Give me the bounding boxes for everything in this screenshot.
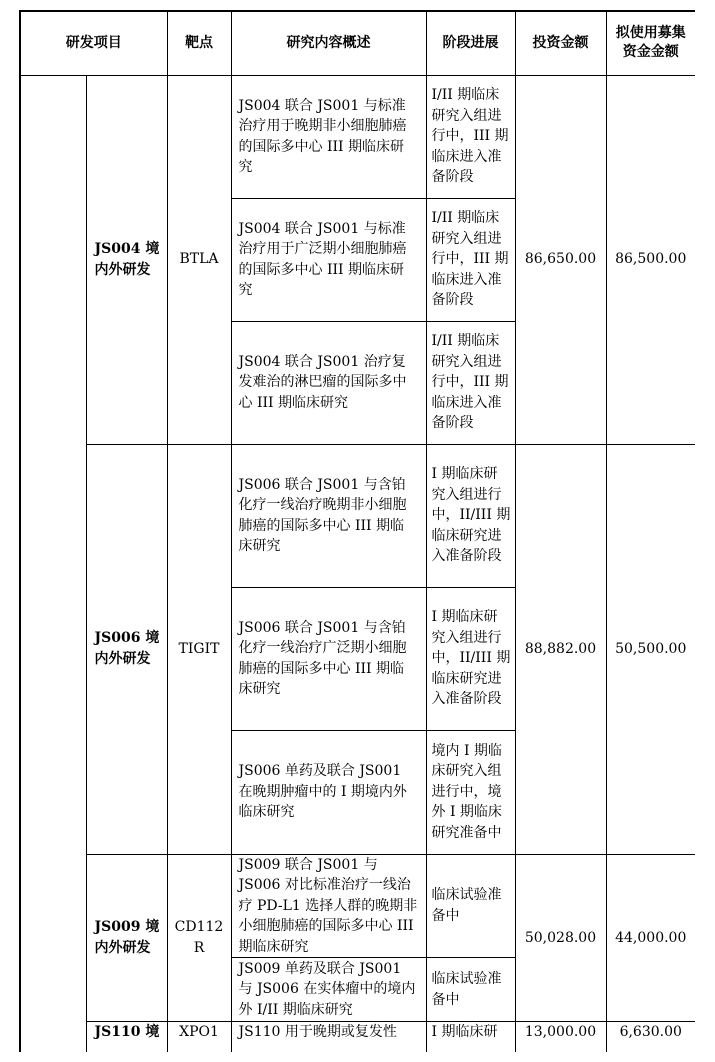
stage-cell: I/II 期临床研究入组进行中，III 期临床进入准备阶段 [426, 198, 515, 321]
table-row [20, 75, 695, 198]
project-name-line: JS110 境 [94, 1024, 160, 1040]
table-row [20, 1022, 695, 1053]
investment-cell: 50,028.00 [515, 854, 606, 1022]
stage-cell: 临床试验准备中 [426, 958, 515, 1022]
stage-cell: I/II 期临床研究入组进行中，III 期临床进入准备阶段 [426, 321, 515, 444]
investment-cell: 88,882.00 [515, 444, 606, 854]
target-cell: XPO1 [167, 1022, 231, 1053]
stage-cell: I/II 期临床研究入组进行中，III 期临床进入准备阶段 [426, 75, 515, 198]
header-content: 研究内容概述 [231, 11, 426, 75]
project-name-cell [86, 75, 167, 444]
header-project: 研发项目 [20, 11, 167, 75]
table-row [20, 854, 695, 958]
content-cell: JS004 联合 JS001 治疗复发难治的淋巴瘤的国际多中心 III 期临床研究 [231, 321, 426, 444]
content-cell: JS006 单药及联合 JS001 在晚期肿瘤中的 I 期境内外临床研究 [231, 730, 426, 854]
content-cell: JS006 联合 JS001 与含铂化疗一线治疗广泛期小细胞肺癌的国际多中心 III 期临床研究 [231, 587, 426, 730]
raised-funds-cell: 50,500.00 [606, 444, 695, 854]
stage-cell: I 期临床研 [426, 1022, 515, 1053]
project-name-cell [86, 854, 167, 1022]
category-cell [20, 75, 86, 1052]
project-name-line: 内外研发 [94, 939, 151, 956]
stage-cell: 临床试验准备中 [426, 854, 515, 958]
investment-cell: 13,000.00 [515, 1022, 606, 1053]
content-cell: JS009 联合 JS001 与 JS006 对比标准治疗一线治疗 PD-L1 选择人群的晚期非小细胞肺癌的国际多中心 III 期临床研究 [231, 854, 426, 958]
project-name-cell [86, 1022, 167, 1053]
project-name-line: JS006 境 [94, 630, 160, 646]
project-name-line: 内外研发 [94, 261, 151, 278]
content-cell: JS110 用于晚期或复发性 [231, 1022, 426, 1053]
project-name-line: JS004 境 [94, 240, 160, 257]
target-cell: BTLA [167, 75, 231, 444]
raised-funds-cell: 6,630.00 [606, 1022, 695, 1053]
stage-cell: 境内 I 期临床研究入组进行中，境外 I 期临床研究准备中 [426, 730, 515, 854]
header-investment: 投资金额 [515, 11, 606, 75]
project-name-line: 内外研发 [94, 651, 151, 667]
content-cell: JS009 单药及联合 JS001 与 JS006 在实体瘤中的境内外 I/II 期临床研究 [231, 958, 426, 1022]
content-cell: JS004 联合 JS001 与标准治疗用于晚期非小细胞肺癌的国际多中心 III 期临床研究 [231, 75, 426, 198]
table-row [20, 444, 695, 587]
investment-cell: 86,650.00 [515, 75, 606, 444]
raised-funds-cell: 44,000.00 [606, 854, 695, 1022]
table-viewport [19, 10, 695, 1052]
header-row [20, 11, 695, 75]
target-cell: TIGIT [167, 444, 231, 854]
project-name-line: JS009 境 [94, 918, 160, 935]
rd-projects-table [19, 10, 695, 1052]
project-name-cell [86, 444, 167, 854]
header-stage: 阶段进展 [426, 11, 515, 75]
stage-cell: I 期临床研究入组进行中，II/III 期临床研究进入准备阶段 [426, 587, 515, 730]
content-cell: JS004 联合 JS001 与标准治疗用于广泛期小细胞肺癌的国际多中心 III 期临床研究 [231, 198, 426, 321]
header-raised-funds: 拟使用募集资金金额 [606, 11, 695, 75]
target-cell: CD112R [167, 854, 231, 1022]
stage-cell: I 期临床研究入组进行中，II/III 期临床研究进入准备阶段 [426, 444, 515, 587]
header-target: 靶点 [167, 11, 231, 75]
raised-funds-cell: 86,500.00 [606, 75, 695, 444]
content-cell: JS006 联合 JS001 与含铂化疗一线治疗晚期非小细胞肺癌的国际多中心 III 期临床研究 [231, 444, 426, 587]
